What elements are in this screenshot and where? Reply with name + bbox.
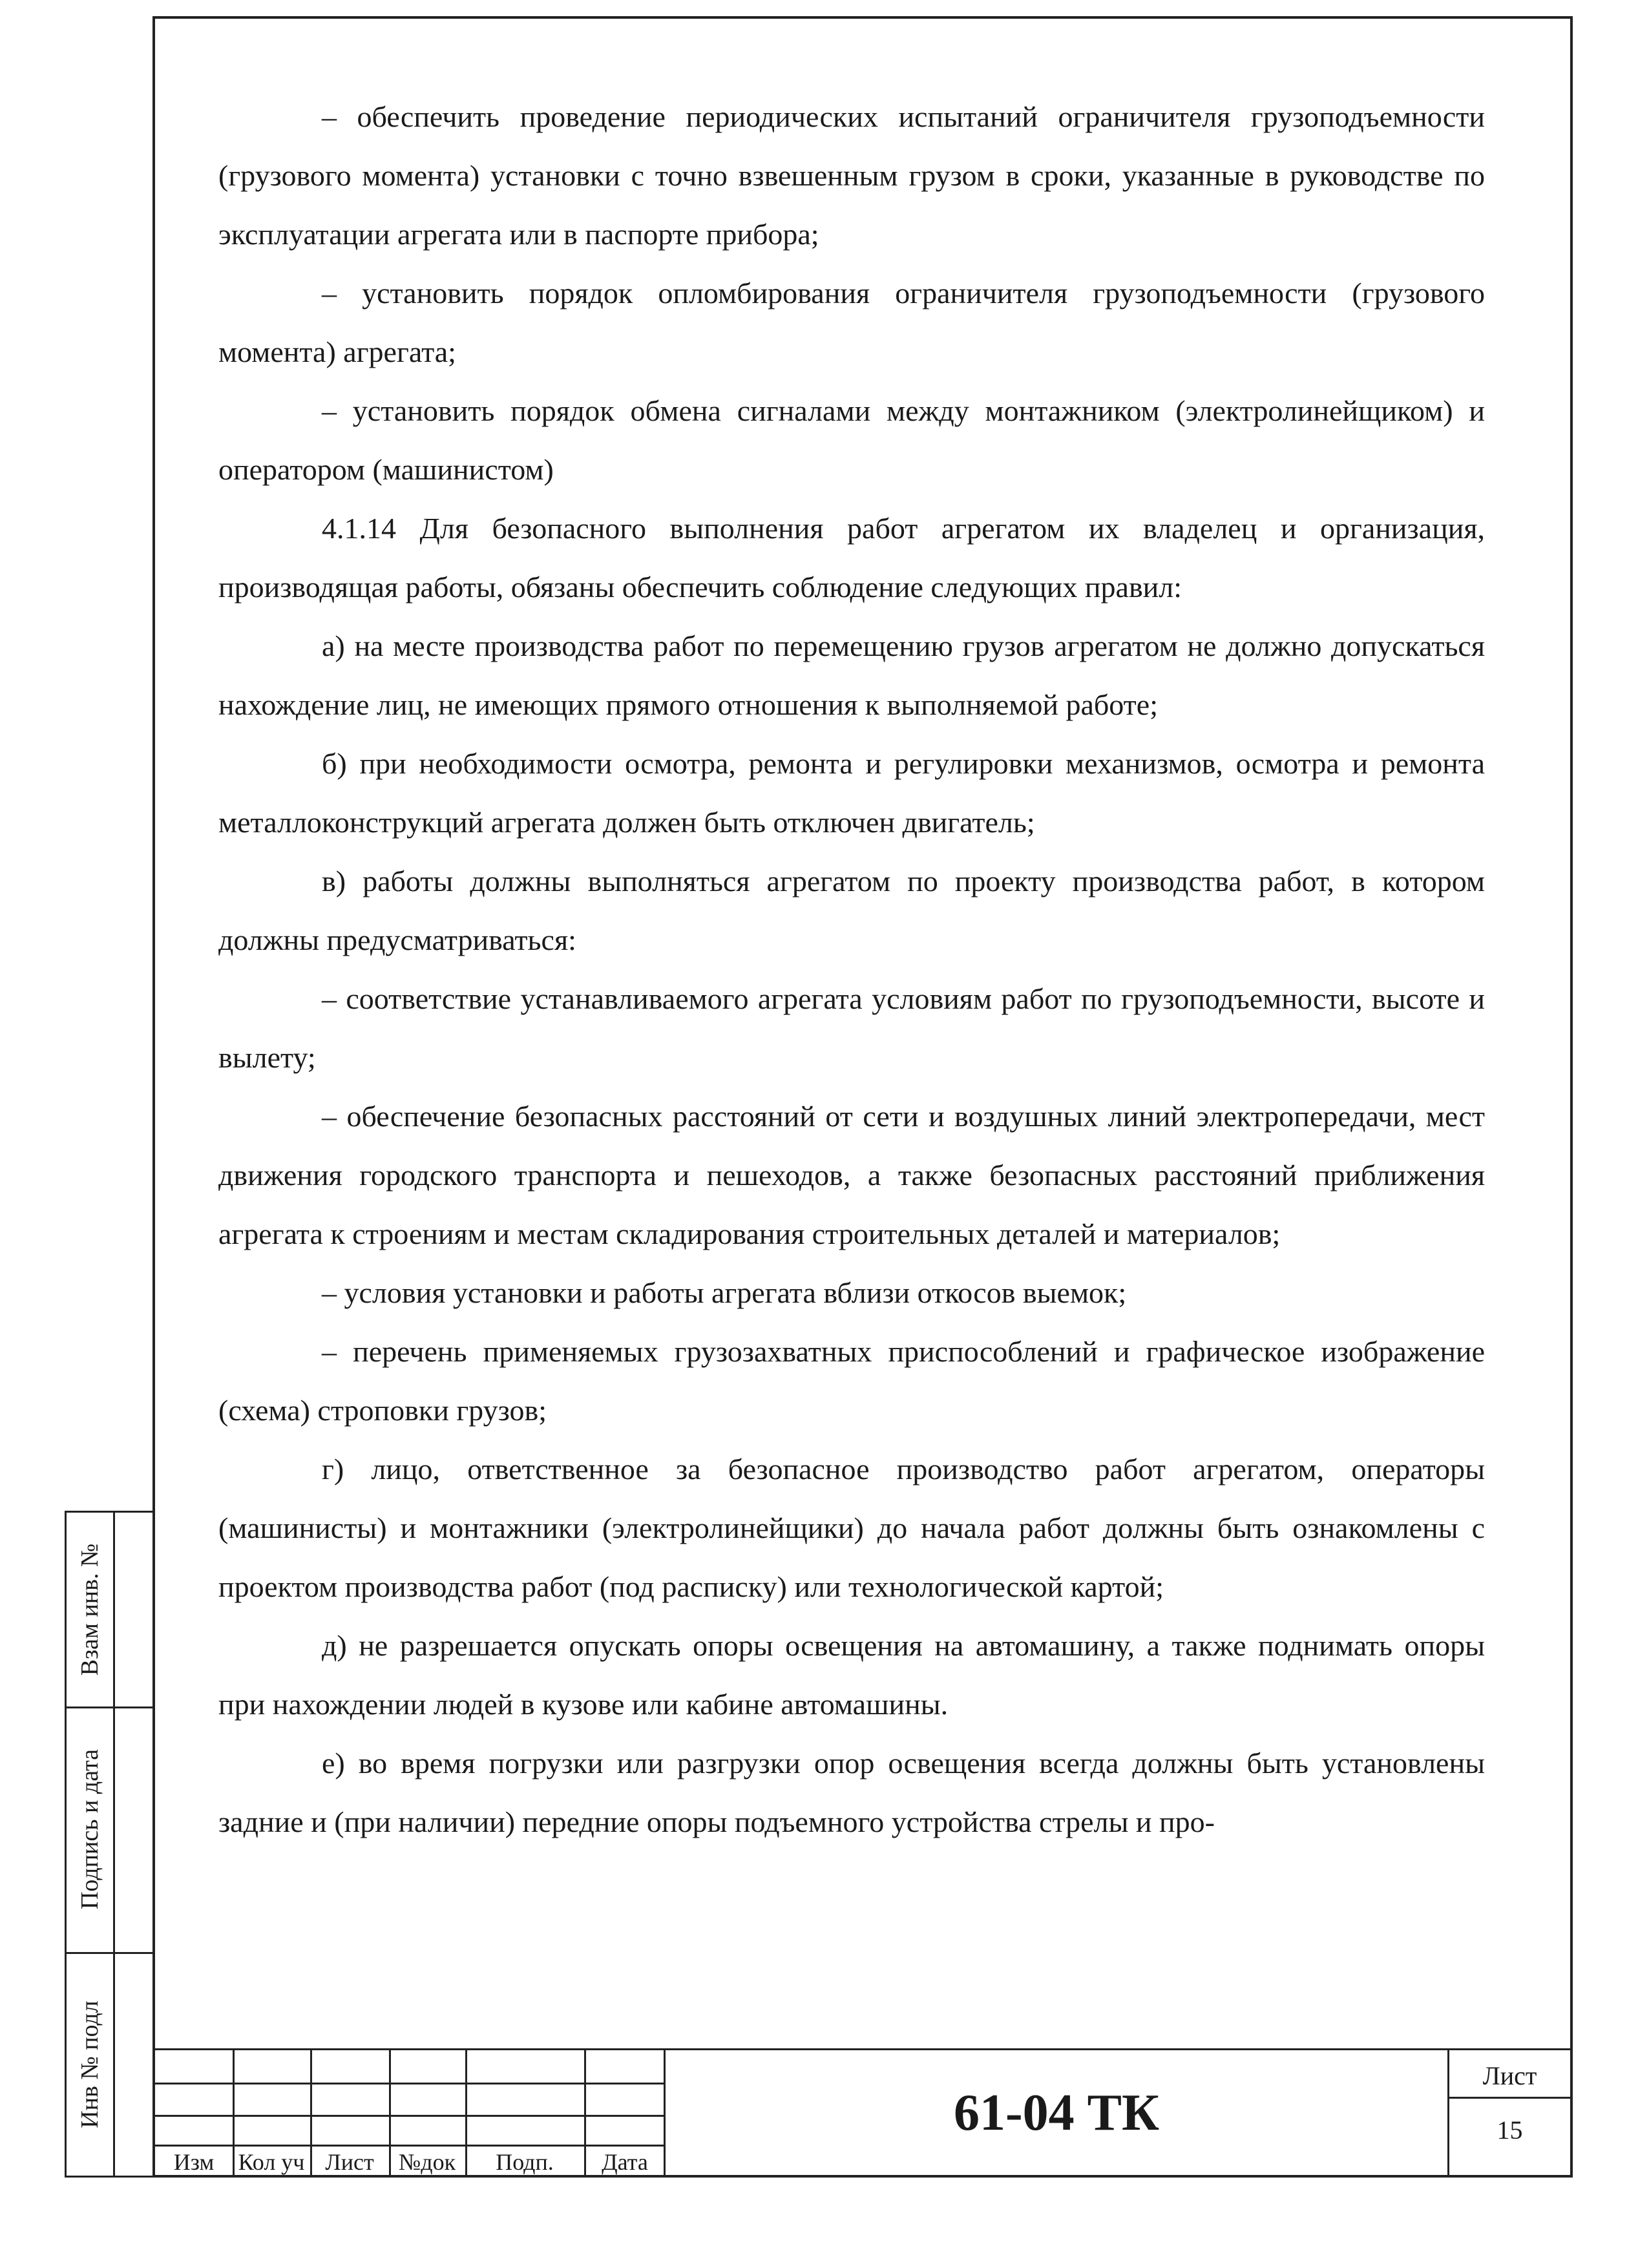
replacement-inventory-label: Взам инв. № [76,1543,103,1676]
paragraph: – перечень применяемых грузозахватных приспособлений и графическое изображение (схема) строповки грузов; [218,1335,1485,1427]
paragraph: д) не разрешается опускать опоры освещения на автомашину, а также поднимать опоры при нахождении людей в кузове или кабине автомашины. [218,1629,1485,1721]
paragraph: – условия установки и работы агрегата вблизи откосов выемок; [322,1276,1127,1309]
document-body [218,87,1485,1851]
sheet-col-label: Лист [325,2149,374,2175]
side-stamp [65,1511,155,2178]
paragraph: 4.1.14 Для безопасного выполнения работ агрегатом их владелец и организация, производящая работы, обязаны обеспечить соблюдение следующих правил: [218,512,1485,604]
original-inventory-label: Инв № подл [76,2000,103,2128]
document-code: 61-04 ТК [953,2084,1159,2141]
signature-col-label: Подп. [496,2149,554,2175]
paragraph: г) лицо, ответственное за безопасное производство работ агрегатом, операторы (машинисты) и монтажники (электролинейщики) до начала работ должны быть ознакомлены с проектом производства работ (под расписку) или технологической картой; [218,1453,1485,1603]
sheet-number: 15 [1497,2116,1523,2145]
paragraph: – обеспечение безопасных расстояний от сети и воздушных линий электропередачи, мест движения городского транспорта и пешеходов, а также безопасных расстояний приближения агрегата к строениям и местам складирования строительных деталей и материалов; [218,1100,1485,1250]
doc-number-col-label: №док [398,2149,456,2175]
paragraph: в) работы должны выполняться агрегатом по проекту производства работ, в котором должны предусматриваться: [218,865,1485,956]
document-code-cell [666,2048,1447,2178]
title-block [155,2048,1570,2178]
count-col-label: Кол уч [238,2149,305,2175]
paragraph: а) на месте производства работ по перемещению грузов агрегатом не должно допускаться нахождение лиц, не имеющих прямого отношения к выполняемой работе; [218,629,1485,721]
revision-table [155,2048,666,2178]
paragraph: е) во время погрузки или разгрузки опор освещения всегда должны быть установлены задние и (при наличии) передние опоры подъемного устройства стрелы и про- [218,1747,1485,1838]
paragraph: – обеспечить проведение периодических испытаний ограничителя грузоподъемности (грузового момента) установки с точно взвешенным грузом в сроки, указанные в руководстве по эксплуатации агрегата или в паспорте прибора; [218,100,1485,251]
paragraph: – установить порядок обмена сигналами между монтажником (электролинейщиком) и оператором (машинистом) [218,394,1485,486]
date-col-label: Дата [602,2149,648,2175]
sheet-number-cell [1447,2048,1570,2178]
paragraph: – установить порядок опломбирования ограничителя грузоподъемности (грузового момента) агрегата; [218,277,1485,368]
paragraph: б) при необходимости осмотра, ремонта и регулировки механизмов, осмотра и ремонта металлоконструкций агрегата должен быть отключен двигатель; [218,747,1485,839]
change-col-label: Изм [173,2149,215,2175]
signature-date-label: Подпись и дата [76,1748,103,1910]
sheet-label: Лист [1482,2061,1537,2090]
paragraph: – соответствие устанавливаемого агрегата условиям работ по грузоподъемности, высоте и вылету; [218,982,1485,1074]
